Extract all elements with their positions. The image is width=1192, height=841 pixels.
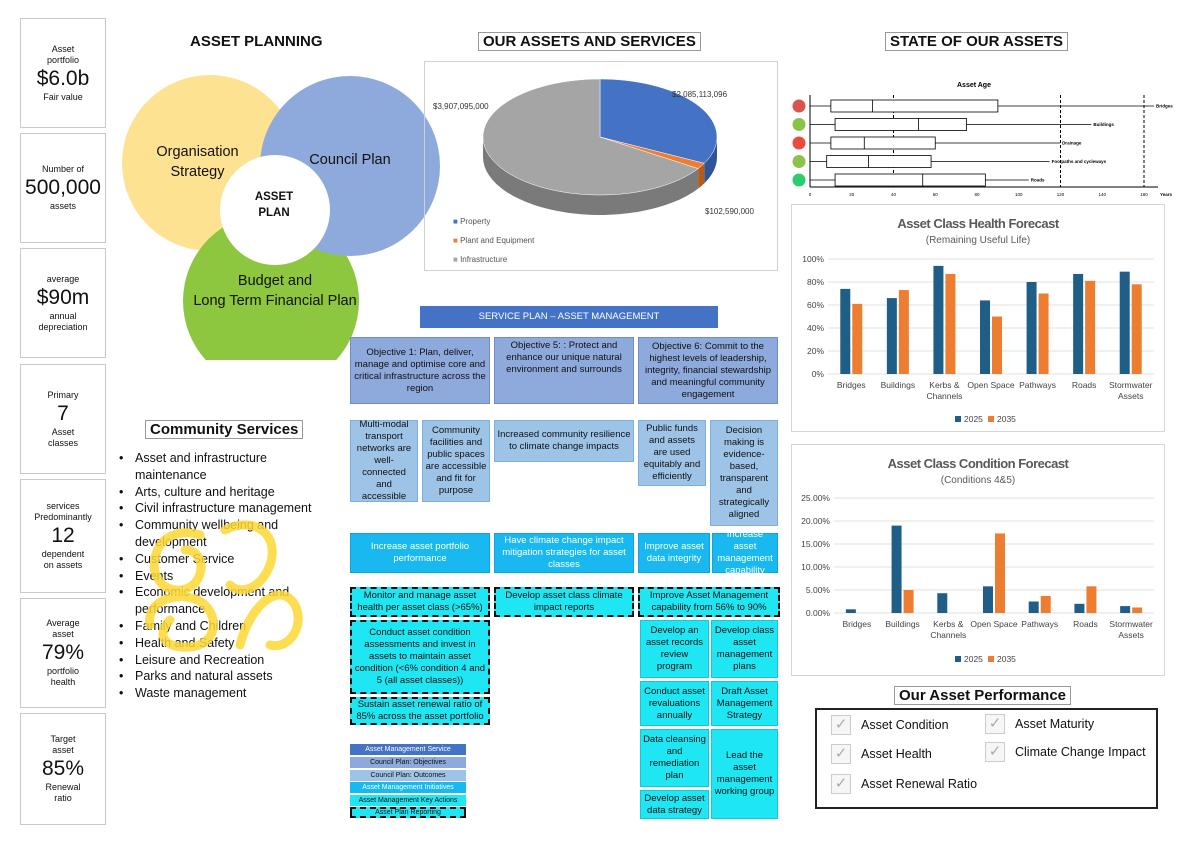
age-chart-title: Asset Age — [957, 82, 991, 89]
chart-y-tick: 25.00% — [801, 493, 830, 503]
chart-bar-2035 — [1041, 596, 1051, 613]
key-action-data-cleansing: Data cleansing and remediation plan — [640, 729, 709, 787]
check-icon: ✓ — [985, 714, 1005, 734]
objective-1: Objective 1: Plan, deliver, manage and optimise core and critical infrastructure across the region — [350, 337, 490, 404]
initiative-data-integrity: Improve asset data integrity — [638, 533, 710, 573]
chart-y-tick: 0.00% — [805, 608, 830, 618]
chart-bar-2025 — [1027, 282, 1037, 374]
age-x-label: Years — [1160, 192, 1173, 197]
chart-y-tick: 0% — [811, 369, 824, 379]
chart-x-tick: Roads — [1071, 380, 1097, 390]
initiative-climate-mitigation: Have climate change impact mitigation strategies for asset classes — [494, 533, 634, 573]
outcome-facilities: Community facilities and public spaces are accessible and fit for purpose — [422, 420, 490, 502]
asset-planning-heading: ASSET PLANNING — [190, 33, 323, 50]
asset-class-icon — [793, 137, 806, 150]
stat-bottom: Renewal ratio — [45, 782, 81, 803]
stat-top: Average asset — [46, 618, 80, 639]
check-icon: ✓ — [831, 744, 851, 764]
age-row-label: Bridges — [1156, 103, 1173, 109]
assets-services-heading: OUR ASSETS AND SERVICES — [478, 32, 701, 51]
community-service-item: • Economic development and performance — [118, 584, 328, 618]
venn-budget-line1: Budget and — [237, 273, 313, 289]
chart-bar-2035 — [1085, 281, 1095, 374]
community-service-item: • Health and Safety — [118, 635, 328, 652]
chart-title: Asset Class Health Forecast — [897, 216, 1059, 231]
outcome-decision-making: Decision making is evidence-based, transparent and strategically aligned — [710, 420, 778, 526]
chart-bar-2025 — [1120, 272, 1130, 374]
stat-bottom: dependent on assets — [41, 549, 85, 570]
chart-bar-2035 — [992, 317, 1002, 375]
pie-legend-infrastructure: ■ Infrastructure — [453, 255, 508, 264]
chart-bar-2035 — [899, 290, 909, 374]
chart-y-tick: 15.00% — [801, 539, 830, 549]
legend-label: 2035 — [997, 414, 1016, 424]
chart-bar-2035 — [852, 304, 862, 374]
stat-bottom: portfolio health — [46, 666, 80, 687]
community-service-item: • Parks and natural assets — [118, 668, 328, 685]
age-tick-label: 140 — [1098, 192, 1107, 197]
pie-legend — [453, 212, 534, 269]
legend-swatch — [988, 656, 994, 662]
age-box — [831, 100, 998, 112]
performance-heading: Our Asset Performance — [894, 686, 1071, 705]
action-climate-impact-reports: Develop asset class climate impact reports — [494, 587, 634, 617]
chart-subtitle: (Conditions 4&5) — [940, 475, 1016, 486]
pie-label-plant: $102,590,000 — [705, 207, 754, 216]
legend-am-service: Asset Management Service — [350, 744, 466, 755]
chart-x-tick: Pathways — [1019, 380, 1057, 390]
legend-outcomes: Council Plan: Outcomes — [350, 770, 466, 781]
legend-label: 2035 — [997, 654, 1016, 664]
stat-asset-portfolio — [20, 18, 106, 128]
state-heading: STATE OF OUR ASSETS — [885, 32, 1068, 51]
venn-center-label: ASSET PLAN — [254, 191, 294, 219]
chart-bar-2025 — [1029, 602, 1039, 614]
action-improve-am-capability: Improve Asset Management capability from 56% to 90% — [638, 587, 780, 617]
asset-class-icon — [793, 100, 806, 113]
initiative-am-capability: Increase asset management capability — [712, 533, 778, 573]
stat-top: Number of — [41, 164, 85, 174]
age-box — [831, 137, 935, 149]
chart-x-tick: Bridges — [842, 619, 872, 629]
legend-initiatives: Asset Management Initiatives — [350, 782, 466, 793]
chart-x-tick: Pathways — [1021, 619, 1059, 629]
stat-top: Primary — [47, 389, 79, 400]
age-row-label: Roads — [1030, 177, 1045, 183]
chart-x-tick: Kerbs & — [929, 380, 960, 390]
age-row-label: Buildings — [1093, 122, 1114, 127]
stat-value: $90m — [36, 285, 90, 309]
chart-bar-2025 — [937, 593, 947, 613]
pie-label-property: $2,085,113,096 — [672, 90, 728, 99]
community-service-item: • Family and Children — [118, 618, 328, 635]
pie-legend-property: ■ Property — [453, 217, 491, 226]
stat-top: Asset portfolio — [46, 43, 80, 65]
key-action-am-strategy: Draft Asset Management Strategy — [711, 681, 778, 726]
legend-swatch — [955, 416, 961, 422]
pie-legend-plant: ■ Plant and Equipment — [453, 236, 535, 245]
stat-bottom: Asset classes — [47, 426, 78, 448]
performance-label: Asset Condition — [861, 718, 949, 732]
community-service-item: • Events — [118, 568, 328, 585]
stat-value: 500,000 — [25, 176, 101, 199]
health-forecast-chart — [792, 205, 1164, 431]
chart-bar-2025 — [892, 526, 902, 613]
stat-value: 79% — [41, 641, 85, 664]
chart-subtitle: (Remaining Useful Life) — [925, 235, 1031, 246]
legend-plan-reporting: Asset Plan Reporting — [350, 807, 466, 818]
stat-value: 85% — [41, 757, 85, 780]
legend-swatch — [955, 656, 961, 662]
performance-climate-impact — [985, 742, 1146, 762]
chart-bar-2025 — [887, 298, 897, 374]
chart-x-tick: Assets — [1118, 630, 1144, 640]
action-renewal-ratio: Sustain asset renewal ratio of 85% across the asset portfolio — [350, 697, 490, 725]
check-icon: ✓ — [831, 715, 851, 735]
service-plan-title: SERVICE PLAN – ASSET MANAGEMENT — [420, 306, 718, 328]
age-tick-label: 120 — [1056, 192, 1065, 197]
legend-swatch — [988, 416, 994, 422]
stat-annual-depreciation — [20, 248, 106, 358]
stat-top: Target asset — [50, 734, 76, 755]
performance-asset-health — [831, 744, 932, 764]
condition-forecast-panel — [791, 444, 1165, 676]
chart-y-tick: 5.00% — [805, 585, 830, 595]
key-action-class-am-plans: Develop class asset management plans — [711, 620, 778, 678]
initiative-portfolio-performance: Increase asset portfolio performance — [350, 533, 490, 573]
stat-renewal-ratio — [20, 713, 106, 825]
pie-chart-panel — [424, 61, 778, 271]
age-tick-label: 20 — [849, 192, 855, 197]
chart-y-tick: 80% — [806, 277, 824, 287]
legend-label: 2025 — [964, 654, 983, 664]
stat-top: average — [46, 273, 80, 284]
chart-bar-2035 — [1039, 294, 1049, 375]
outcome-resilience: Increased community resilience to climate change impacts — [494, 420, 634, 462]
chart-title: Asset Class Condition Forecast — [887, 456, 1069, 471]
outcome-public-funds: Public funds and assets are used equitably and efficiently — [638, 420, 706, 486]
chart-x-tick: Stormwater — [1109, 619, 1153, 629]
chart-x-tick: Bridges — [836, 380, 866, 390]
chart-x-tick: Kerbs & — [933, 619, 964, 629]
chart-y-tick: 40% — [806, 323, 824, 333]
chart-bar-2025 — [983, 586, 993, 613]
chart-bar-2035 — [1132, 284, 1142, 374]
stat-bottom: Fair value — [43, 91, 83, 102]
chart-x-tick: Open Space — [967, 380, 1015, 390]
chart-x-tick: Stormwater — [1108, 380, 1153, 390]
health-forecast-panel — [791, 204, 1165, 432]
community-service-item: • Leisure and Recreation — [118, 652, 328, 669]
key-action-working-group: Lead the asset management working group — [711, 729, 778, 819]
chart-x-tick: Buildings — [880, 380, 916, 390]
outcome-transport: Multi-modal transport networks are well-connected and accessible — [350, 420, 418, 502]
stat-services-dependent — [20, 479, 106, 593]
stat-bottom: annual depreciation — [38, 310, 88, 332]
age-box — [835, 174, 985, 186]
asset-class-icon — [793, 155, 806, 168]
chart-bar-2035 — [1132, 607, 1142, 613]
asset-class-icon — [793, 118, 806, 131]
community-service-item: • Waste management — [118, 685, 328, 702]
chart-x-tick: Channels — [926, 391, 963, 401]
key-action-data-strategy: Develop asset data strategy — [640, 790, 709, 819]
check-icon: ✓ — [831, 774, 851, 794]
community-service-item: • Civil infrastructure management — [118, 500, 328, 517]
performance-renewal-ratio — [831, 774, 977, 794]
stat-asset-classes — [20, 364, 106, 474]
chart-bar-2025 — [1073, 274, 1083, 374]
legend-objectives: Council Plan: Objectives — [350, 757, 466, 768]
decorative-logo-outline — [130, 495, 310, 665]
performance-asset-condition — [831, 715, 949, 735]
key-action-revaluations: Conduct asset revaluations annually — [640, 681, 709, 726]
pie-label-infrastructure: $3,907,095,000 — [433, 102, 489, 111]
age-tick-label: 60 — [932, 192, 938, 197]
chart-y-tick: 20.00% — [801, 516, 830, 526]
community-service-item: • Arts, culture and heritage — [118, 484, 328, 501]
performance-asset-maturity — [985, 714, 1094, 734]
chart-x-tick: Buildings — [885, 619, 920, 629]
venn-council-label: Council Plan — [309, 152, 391, 168]
chart-bar-2035 — [945, 274, 955, 374]
stat-value: 7 — [57, 401, 69, 425]
chart-bar-2035 — [995, 533, 1005, 613]
chart-bar-2025 — [846, 609, 856, 613]
community-service-item: • Customer Service — [118, 551, 328, 568]
key-action-records-review: Develop an asset records review program — [640, 620, 709, 678]
age-row-label: Drainage — [1062, 140, 1082, 146]
performance-label: Asset Health — [861, 747, 932, 761]
performance-label: Asset Maturity — [1015, 717, 1095, 731]
condition-forecast-chart — [792, 445, 1164, 675]
chart-y-tick: 100% — [802, 254, 824, 264]
chart-bar-2025 — [980, 300, 990, 374]
legend-key-actions: Asset Management Key Actions — [350, 795, 466, 806]
performance-label: Asset Renewal Ratio — [861, 777, 978, 791]
chart-x-tick: Channels — [930, 630, 967, 640]
stat-bottom: assets — [49, 201, 76, 211]
stat-portfolio-health — [20, 598, 106, 708]
chart-y-tick: 20% — [806, 346, 824, 356]
age-tick-label: 40 — [890, 192, 897, 197]
community-service-item: • Asset and infrastructure maintenance — [118, 450, 328, 484]
age-box — [827, 156, 931, 168]
check-icon: ✓ — [985, 742, 1005, 762]
age-row-label: Footpaths and cycleways — [1051, 159, 1107, 164]
stat-top: services Predominantly — [34, 501, 92, 522]
chart-bar-2025 — [840, 289, 850, 374]
stat-value: $6.0b — [36, 66, 90, 90]
stat-number-of-assets — [20, 133, 106, 243]
chart-y-tick: 10.00% — [801, 562, 830, 572]
age-tick-label: 0 — [808, 192, 812, 197]
chart-bar-2035 — [904, 590, 914, 613]
chart-bar-2025 — [1120, 606, 1130, 613]
chart-x-tick: Assets — [1117, 391, 1144, 401]
objective-5: Objective 5: : Protect and enhance our unique natural environment and surrounds — [494, 337, 634, 404]
venn-budget-line2: Long Term Financial Plan — [193, 293, 357, 309]
asset-class-icon — [793, 174, 806, 187]
stat-value: 12 — [51, 524, 75, 547]
action-monitor-asset-health: Monitor and manage asset health per asset class (>65%) — [350, 587, 490, 617]
chart-bar-2025 — [1074, 604, 1084, 613]
objective-6: Objective 6: Commit to the highest levels of leadership, integrity, financial stewardship and meaningful community engagement — [638, 337, 778, 404]
chart-bar-2035 — [1086, 586, 1096, 613]
legend-label: 2025 — [964, 414, 983, 424]
community-services-heading: Community Services — [145, 420, 303, 439]
asset-age-chart — [788, 75, 1178, 200]
chart-bar-2025 — [933, 266, 943, 374]
action-condition-assessments: Conduct asset condition assessments and invest in assets to maintain asset condition (<6% condition 4 and 5 (all asset classes)) — [350, 620, 490, 694]
age-box — [835, 119, 967, 131]
age-tick-label: 100 — [1014, 192, 1023, 197]
age-tick-label: 80 — [974, 192, 980, 197]
venn-org-label: Organisation Strategy — [156, 144, 239, 180]
chart-x-tick: Open Space — [970, 619, 1018, 629]
chart-x-tick: Roads — [1073, 619, 1098, 629]
age-tick-label: 160 — [1140, 192, 1148, 197]
community-service-item: • Community wellbeing and development — [118, 517, 328, 551]
chart-y-tick: 60% — [806, 300, 824, 310]
performance-label: Climate Change Impact — [1015, 745, 1146, 759]
